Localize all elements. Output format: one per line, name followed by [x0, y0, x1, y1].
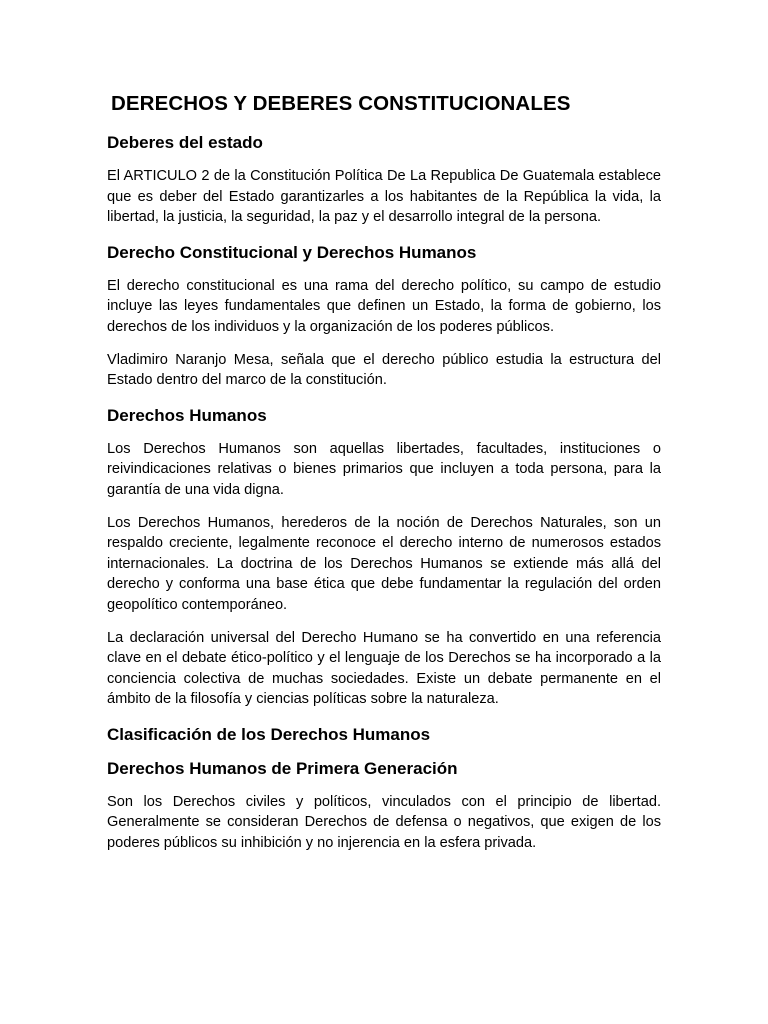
document-page — [107, 90, 661, 866]
heading-deberes-del-estado: Deberes del estado — [107, 133, 263, 152]
paragraph-derechos-naturales: Los Derechos Humanos, herederos de la noción de Derechos Naturales, son un respaldo creciente, legalmente reconoce el derecho interno de numerosos estados internacionales. La doctrina de los Derechos Humanos se extiende más allá del derecho y conforma una base ética que debe fundamentar la regulación del orden geopolítico contemporáneo. — [107, 514, 661, 613]
document-title: DERECHOS Y DEBERES CONSTITUCIONALES — [111, 92, 571, 115]
heading-derecho-constitucional: Derecho Constitucional y Derechos Humanos — [107, 242, 477, 262]
paragraph-naranjo-mesa: Vladimiro Naranjo Mesa, señala que el derecho público estudia la estructura del Estado dentro del marco de la constitución. — [107, 351, 661, 389]
heading-clasificacion: Clasificación de los Derechos Humanos — [107, 724, 431, 744]
paragraph-declaracion-universal: La declaración universal del Derecho Humano se ha convertido en una referencia clave en el debate ético-político y el lenguaje de los Derechos se ha incorporado a la conciencia colectiva de muchas sociedades. Existe un debate permanente en el ámbito de la filosofía y ciencias políticas sobre la naturaleza. — [107, 629, 661, 708]
paragraph-articulo-2: El ARTICULO 2 de la Constitución Política De La Republica De Guatemala establece que es deber del Estado garantizarles a los habitantes de la República la vida, la libertad, la justicia, la seguridad, la paz y el desarrollo integral de la persona. — [107, 168, 661, 226]
paragraph-derecho-constitucional: El derecho constitucional es una rama del derecho político, su campo de estudio incluye las leyes fundamentales que definen un Estado, la forma de gobierno, los derechos de los individuos y la organización de los poderes públicos. — [107, 277, 661, 335]
heading-primera-generacion: Derechos Humanos de Primera Generación — [107, 758, 458, 778]
paragraph-derechos-humanos-definicion: Los Derechos Humanos son aquellas libertades, facultades, instituciones o reivindicaciones relativas o bienes primarios que incluyen a toda persona, para la garantía de una vida digna. — [107, 440, 661, 498]
heading-derechos-humanos: Derechos Humanos — [107, 405, 267, 425]
paragraph-primera-generacion: Son los Derechos civiles y políticos, vinculados con el principio de libertad. Generalmente se consideran Derechos de defensa o negativos, que exigen de los poderes públicos su inhibición y no injerencia en la esfera privada. — [107, 793, 661, 852]
